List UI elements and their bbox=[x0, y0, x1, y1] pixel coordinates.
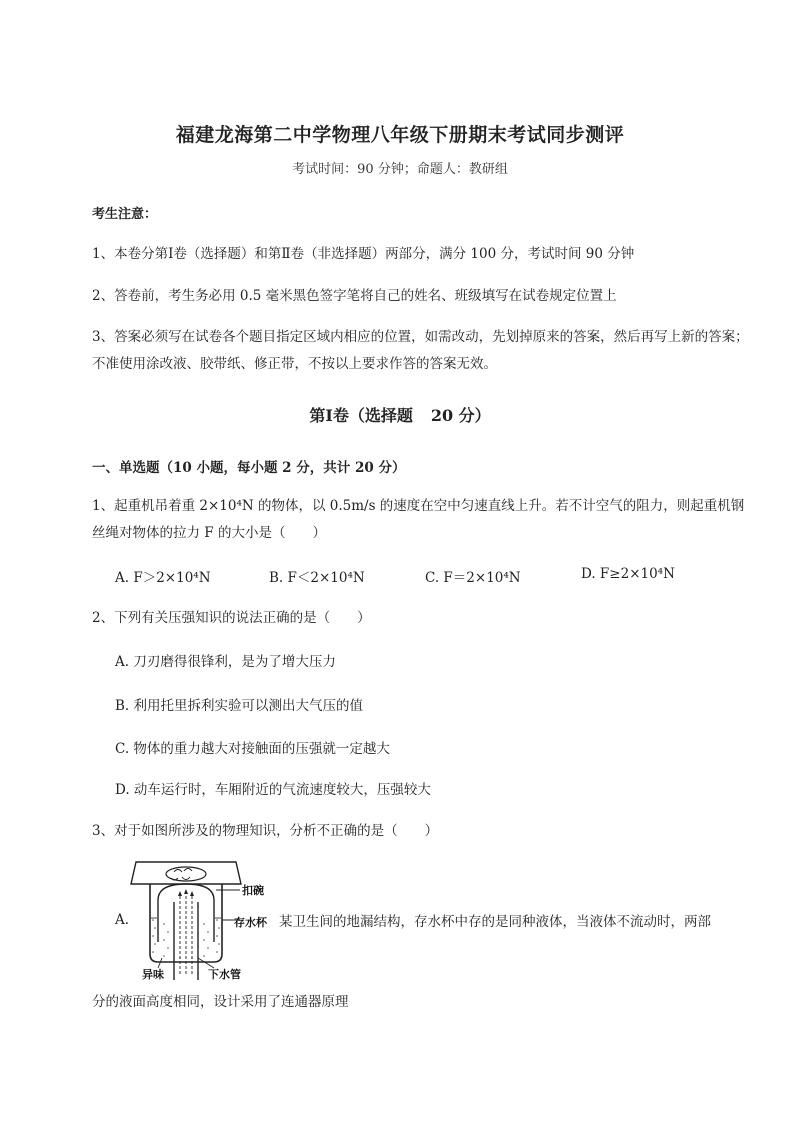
question-3-option-a-text: 某卫生间的地漏结构，存水杯中存的是同种液体，当液体不流动时，两部 bbox=[279, 914, 711, 930]
floor-drain-diagram bbox=[128, 858, 288, 980]
page-title: 福建龙海第二中学物理八年级下册期末考试同步测评 bbox=[175, 124, 625, 146]
label-cap: 扣碗 bbox=[242, 884, 264, 897]
question-3-option-a-continued: 分的液面高度相同，设计采用了连通器原理 bbox=[92, 994, 349, 1010]
question-1-option-b[interactable]: B. F＜2×10⁴N bbox=[269, 570, 365, 586]
question-2-option-a[interactable]: A. 刀刃磨得很锋利，是为了增大压力 bbox=[115, 654, 336, 670]
question-1-option-c[interactable]: C. F＝2×10⁴N bbox=[425, 570, 521, 586]
question-3-option-a-letter[interactable]: A. bbox=[115, 912, 130, 928]
exam-info: 考试时间：90 分钟；命题人：教研组 bbox=[292, 162, 508, 177]
notice-item-2: 2、答卷前，考生务必用 0.5 毫米黑色签字笔将自己的姓名、班级填写在试卷规定位置上 bbox=[92, 288, 617, 304]
question-2-option-c[interactable]: C. 物体的重力越大对接触面的压强就一定越大 bbox=[115, 741, 390, 757]
question-1-option-a[interactable]: A. F＞2×10⁴N bbox=[115, 570, 211, 586]
label-pipe: 下水管 bbox=[208, 968, 241, 980]
label-odor: 异味 bbox=[142, 968, 164, 980]
question-2-option-b[interactable]: B. 利用托里拆利实验可以测出大气压的值 bbox=[115, 698, 364, 714]
section-title-score: 20 分） bbox=[430, 406, 491, 425]
question-group-heading: 一、单选题（10 小题，每小题 2 分，共计 20 分） bbox=[92, 460, 406, 476]
notice-item-3: 3、答案必须写在试卷各个题目指定区域内相应的位置，如需改动，先划掉原来的答案，然后再写上新的答案；不准使用涂改液、胶带纸、修正带，不按以上要求作答的答案无效。 bbox=[92, 329, 749, 372]
question-3-stem: 3、对于如图所涉及的物理知识，分析不正确的是（ ） bbox=[92, 823, 439, 839]
question-1-option-d[interactable]: D. F≥2×10⁴N bbox=[581, 566, 675, 582]
section-title bbox=[0, 403, 800, 426]
notice-item-1: 1、本卷分第Ⅰ卷（选择题）和第Ⅱ卷（非选择题）两部分，满分 100 分，考试时间 90 分钟 bbox=[92, 246, 635, 262]
question-1-stem: 1、起重机吊着重 2×10⁴N 的物体，以 0.5m/s 的速度在空中匀速直线上升。若不计空气的阻力，则起重机钢丝绳对物体的拉力 F 的大小是（ ） bbox=[92, 498, 745, 541]
question-2-option-d[interactable]: D. 动车运行时，车厢附近的气流速度较大，压强较大 bbox=[115, 782, 431, 798]
question-2-stem: 2、下列有关压强知识的说法正确的是（ ） bbox=[92, 610, 371, 626]
section-title-main: 第Ⅰ卷（选择题 bbox=[309, 406, 413, 425]
notice-heading: 考生注意： bbox=[92, 207, 158, 222]
label-cup: 存水杯 bbox=[234, 916, 267, 929]
